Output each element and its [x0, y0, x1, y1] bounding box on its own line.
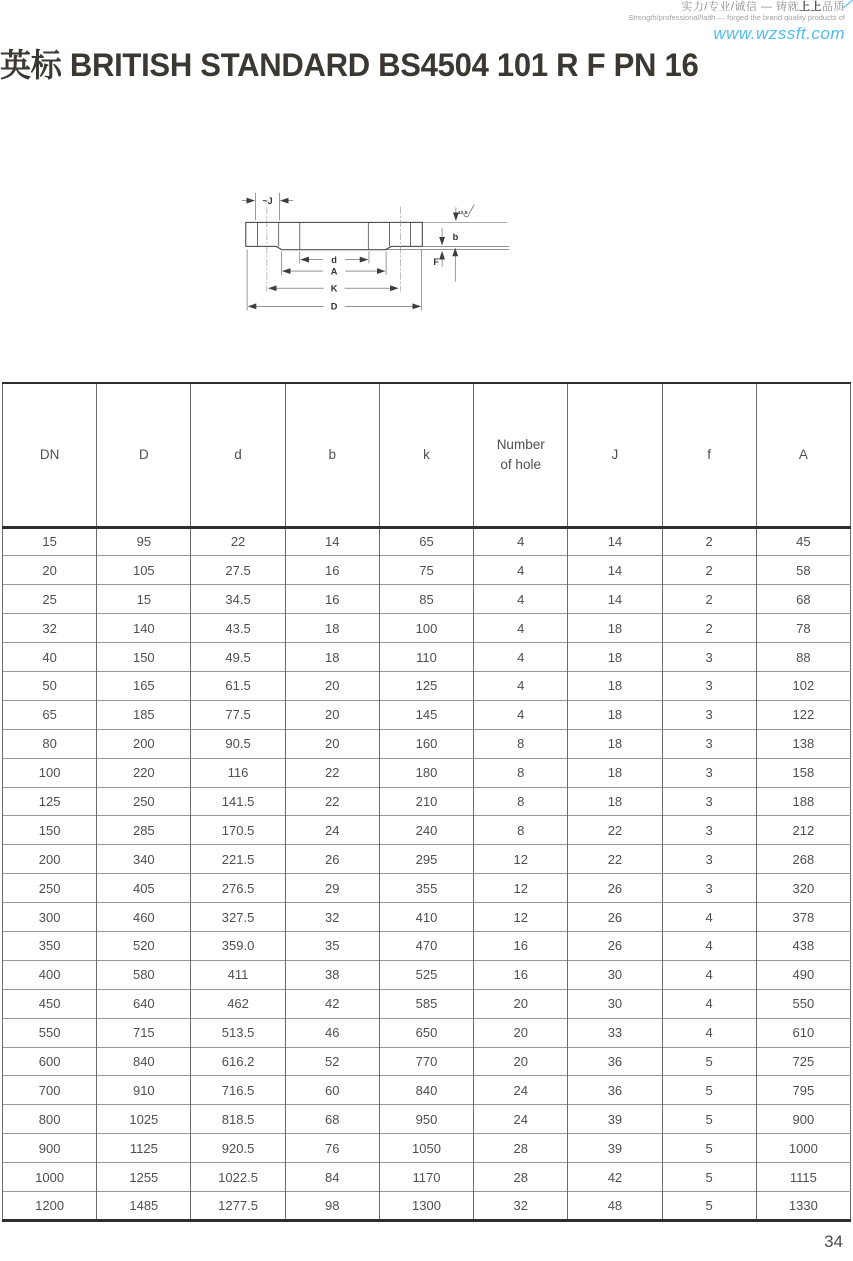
table-cell: 725 — [756, 1047, 850, 1076]
table-cell: 700 — [3, 1076, 97, 1105]
table-cell: 49.5 — [191, 643, 285, 672]
table-cell: 27.5 — [191, 556, 285, 585]
table-cell: 42 — [568, 1163, 662, 1192]
table-cell: 525 — [379, 960, 473, 989]
table-cell: 1330 — [756, 1191, 850, 1220]
table-cell: 65 — [3, 700, 97, 729]
table-cell: 4 — [662, 931, 756, 960]
dim-label-b: b — [452, 232, 459, 243]
table-cell: 8 — [474, 758, 568, 787]
table-cell: 95 — [97, 527, 191, 556]
table-cell: 26 — [568, 874, 662, 903]
roughness-value: 12.5 — [457, 210, 468, 216]
table-cell: 185 — [97, 700, 191, 729]
table-cell: 150 — [97, 643, 191, 672]
col-header-k: k — [379, 383, 473, 527]
table-cell: 105 — [97, 556, 191, 585]
table-row — [3, 960, 851, 989]
table-row — [3, 903, 851, 932]
table-cell: 20 — [3, 556, 97, 585]
table-cell: 12 — [474, 874, 568, 903]
table-cell: 18 — [285, 643, 379, 672]
table-cell: 100 — [379, 614, 473, 643]
table-cell: 4 — [662, 989, 756, 1018]
table-cell: 43.5 — [191, 614, 285, 643]
table-cell: 4 — [474, 671, 568, 700]
table-cell: 4 — [474, 643, 568, 672]
table-cell: 795 — [756, 1076, 850, 1105]
table-cell: 61.5 — [191, 671, 285, 700]
table-cell: 26 — [285, 845, 379, 874]
header-row — [3, 383, 851, 527]
table-cell: 26 — [568, 903, 662, 932]
table-row — [3, 989, 851, 1018]
table-cell: 84 — [285, 1163, 379, 1192]
table-cell: 125 — [379, 671, 473, 700]
table-cell: 2 — [662, 614, 756, 643]
table-cell: 320 — [756, 874, 850, 903]
table-cell: 490 — [756, 960, 850, 989]
col-header-f: f — [662, 383, 756, 527]
table-cell: 1200 — [3, 1191, 97, 1220]
table-cell: 3 — [662, 671, 756, 700]
table-cell: 40 — [3, 643, 97, 672]
col-header-J: J — [568, 383, 662, 527]
table-cell: 1025 — [97, 1105, 191, 1134]
table-cell: 20 — [474, 989, 568, 1018]
table-cell: 34.5 — [191, 585, 285, 614]
table-row — [3, 671, 851, 700]
table-cell: 340 — [97, 845, 191, 874]
table-cell: 715 — [97, 1018, 191, 1047]
table-cell: 58 — [756, 556, 850, 585]
table-cell: 25 — [3, 585, 97, 614]
table-cell: 32 — [285, 903, 379, 932]
table-cell: 14 — [568, 556, 662, 585]
table-cell: 150 — [3, 816, 97, 845]
table-cell: 20 — [285, 671, 379, 700]
dim-label-f: F — [433, 257, 439, 268]
table-cell: 840 — [379, 1076, 473, 1105]
table-cell: 200 — [3, 845, 97, 874]
table-cell: 110 — [379, 643, 473, 672]
table-cell: 460 — [97, 903, 191, 932]
spec-table-header — [3, 383, 851, 527]
table-cell: 52 — [285, 1047, 379, 1076]
table-cell: 585 — [379, 989, 473, 1018]
table-cell: 158 — [756, 758, 850, 787]
table-cell: 88 — [756, 643, 850, 672]
table-cell: 75 — [379, 556, 473, 585]
table-cell: 22 — [285, 787, 379, 816]
table-cell: 405 — [97, 874, 191, 903]
table-cell: 550 — [3, 1018, 97, 1047]
col-header-D: D — [97, 383, 191, 527]
table-cell: 950 — [379, 1105, 473, 1134]
table-cell: 5 — [662, 1134, 756, 1163]
col-header-number-of-hole — [474, 383, 568, 527]
table-row — [3, 1163, 851, 1192]
table-cell: 640 — [97, 989, 191, 1018]
table-row — [3, 1134, 851, 1163]
table-cell: 1000 — [756, 1134, 850, 1163]
table-cell: 160 — [379, 729, 473, 758]
table-cell: 26 — [568, 931, 662, 960]
col-header-dn: DN — [3, 383, 97, 527]
table-cell: 18 — [285, 614, 379, 643]
table-cell: 18 — [568, 614, 662, 643]
dim-label-j: ~J — [262, 195, 273, 206]
slogan-cn-post: 品质 — [822, 1, 845, 13]
table-cell: 125 — [3, 787, 97, 816]
table-cell: 4 — [474, 527, 568, 556]
col-header-d: d — [191, 383, 285, 527]
table-cell: 2 — [662, 556, 756, 585]
table-cell: 770 — [379, 1047, 473, 1076]
table-cell: 800 — [3, 1105, 97, 1134]
table-cell: 580 — [97, 960, 191, 989]
table-row — [3, 845, 851, 874]
table-cell: 20 — [474, 1047, 568, 1076]
table-cell: 122 — [756, 700, 850, 729]
table-cell: 85 — [379, 585, 473, 614]
table-cell: 170.5 — [191, 816, 285, 845]
table-cell: 1125 — [97, 1134, 191, 1163]
table-cell: 18 — [568, 643, 662, 672]
table-cell: 32 — [474, 1191, 568, 1220]
bolt-centerlines — [267, 207, 401, 292]
table-cell: 438 — [756, 931, 850, 960]
table-cell: 3 — [662, 758, 756, 787]
table-cell: 1485 — [97, 1191, 191, 1220]
table-cell: 18 — [568, 671, 662, 700]
table-cell: 550 — [756, 989, 850, 1018]
table-cell: 68 — [285, 1105, 379, 1134]
table-cell: 350 — [3, 931, 97, 960]
col-header-A: A — [756, 383, 850, 527]
table-cell: 46 — [285, 1018, 379, 1047]
table-cell: 20 — [285, 700, 379, 729]
table-cell: 1000 — [3, 1163, 97, 1192]
table-cell: 250 — [3, 874, 97, 903]
table-cell: 212 — [756, 816, 850, 845]
table-cell: 50 — [3, 671, 97, 700]
table-cell: 276.5 — [191, 874, 285, 903]
table-cell: 295 — [379, 845, 473, 874]
table-cell: 22 — [568, 816, 662, 845]
table-cell: 140 — [97, 614, 191, 643]
table-cell: 76 — [285, 1134, 379, 1163]
table-cell: 12 — [474, 903, 568, 932]
table-cell: 14 — [285, 527, 379, 556]
table-row — [3, 643, 851, 672]
table-cell: 29 — [285, 874, 379, 903]
dim-label-a: A — [330, 266, 338, 277]
table-cell: 16 — [285, 556, 379, 585]
table-cell: 450 — [3, 989, 97, 1018]
table-cell: 22 — [285, 758, 379, 787]
table-cell: 14 — [568, 527, 662, 556]
table-cell: 24 — [285, 816, 379, 845]
table-row — [3, 1018, 851, 1047]
table-cell: 378 — [756, 903, 850, 932]
table-cell: 1277.5 — [191, 1191, 285, 1220]
table-cell: 18 — [568, 758, 662, 787]
slogan-cn-pre: 实力/专业/诚信 — 铸就 — [681, 1, 799, 13]
table-row — [3, 758, 851, 787]
table-row — [3, 729, 851, 758]
table-cell: 650 — [379, 1018, 473, 1047]
table-cell: 410 — [379, 903, 473, 932]
table-cell: 268 — [756, 845, 850, 874]
table-cell: 5 — [662, 1163, 756, 1192]
table-row — [3, 931, 851, 960]
table-row — [3, 614, 851, 643]
table-cell: 4 — [474, 700, 568, 729]
table-cell: 100 — [3, 758, 97, 787]
table-cell: 38 — [285, 960, 379, 989]
table-cell: 141.5 — [191, 787, 285, 816]
table-cell: 4 — [662, 960, 756, 989]
table-cell: 20 — [285, 729, 379, 758]
table-cell: 80 — [3, 729, 97, 758]
table-cell: 1300 — [379, 1191, 473, 1220]
table-cell: 77.5 — [191, 700, 285, 729]
table-cell: 24 — [474, 1076, 568, 1105]
table-cell: 355 — [379, 874, 473, 903]
table-cell: 4 — [474, 556, 568, 585]
table-cell: 400 — [3, 960, 97, 989]
table-row — [3, 1191, 851, 1220]
table-row — [3, 816, 851, 845]
table-cell: 28 — [474, 1134, 568, 1163]
table-cell: 90.5 — [191, 729, 285, 758]
table-cell: 2 — [662, 527, 756, 556]
table-cell: 4 — [474, 614, 568, 643]
slogan-english: Strength/professional/faith — forged the brand quality products of — [628, 12, 845, 22]
table-cell: 3 — [662, 643, 756, 672]
table-cell: 470 — [379, 931, 473, 960]
table-cell: 600 — [3, 1047, 97, 1076]
table-cell: 210 — [379, 787, 473, 816]
table-cell: 3 — [662, 845, 756, 874]
table-cell: 4 — [662, 1018, 756, 1047]
table-cell: 240 — [379, 816, 473, 845]
table-cell: 3 — [662, 700, 756, 729]
dim-label-d: d — [331, 254, 337, 265]
table-cell: 1022.5 — [191, 1163, 285, 1192]
flange-body-outline — [246, 222, 423, 249]
col-header-b: b — [285, 383, 379, 527]
col-header-number-of-hole-text: Number of hole — [496, 436, 545, 472]
table-cell: 462 — [191, 989, 285, 1018]
table-cell: 200 — [97, 729, 191, 758]
table-cell: 1170 — [379, 1163, 473, 1192]
table-cell: 1050 — [379, 1134, 473, 1163]
table-cell: 14 — [568, 585, 662, 614]
table-cell: 188 — [756, 787, 850, 816]
table-cell: 22 — [191, 527, 285, 556]
table-cell: 513.5 — [191, 1018, 285, 1047]
table-cell: 16 — [474, 960, 568, 989]
table-cell: 98 — [285, 1191, 379, 1220]
table-cell: 20 — [474, 1018, 568, 1047]
table-cell: 8 — [474, 729, 568, 758]
table-cell: 900 — [3, 1134, 97, 1163]
table-cell: 1255 — [97, 1163, 191, 1192]
flange-technical-drawing — [228, 146, 668, 358]
page-title: 英标 BRITISH STANDARD BS4504 101 R F PN 16 — [0, 47, 699, 83]
table-cell: 840 — [97, 1047, 191, 1076]
table-row — [3, 700, 851, 729]
page-number: 34 — [824, 1232, 843, 1251]
table-cell: 900 — [756, 1105, 850, 1134]
table-cell: 35 — [285, 931, 379, 960]
table-cell: 327.5 — [191, 903, 285, 932]
table-cell: 165 — [97, 671, 191, 700]
dim-label-k: K — [330, 283, 338, 294]
table-cell: 1115 — [756, 1163, 850, 1192]
table-cell: 2 — [662, 585, 756, 614]
table-cell: 5 — [662, 1076, 756, 1105]
table-cell: 36 — [568, 1076, 662, 1105]
table-row — [3, 1047, 851, 1076]
table-cell: 3 — [662, 874, 756, 903]
table-cell: 102 — [756, 671, 850, 700]
table-cell: 78 — [756, 614, 850, 643]
flange-section-lines — [258, 222, 411, 249]
table-cell: 48 — [568, 1191, 662, 1220]
table-cell: 716.5 — [191, 1076, 285, 1105]
table-cell: 3 — [662, 787, 756, 816]
table-cell: 411 — [191, 960, 285, 989]
table-cell: 145 — [379, 700, 473, 729]
table-cell: 5 — [662, 1105, 756, 1134]
table-cell: 818.5 — [191, 1105, 285, 1134]
table-cell: 15 — [97, 585, 191, 614]
table-cell: 18 — [568, 787, 662, 816]
table-cell: 18 — [568, 700, 662, 729]
dim-f-arrows — [442, 248, 455, 281]
table-cell: 221.5 — [191, 845, 285, 874]
dim-label-bigd: D — [330, 301, 338, 312]
table-cell: 68 — [756, 585, 850, 614]
table-cell: 18 — [568, 729, 662, 758]
table-cell: 32 — [3, 614, 97, 643]
table-cell: 39 — [568, 1105, 662, 1134]
table-cell: 30 — [568, 989, 662, 1018]
table-cell: 138 — [756, 729, 850, 758]
table-cell: 22 — [568, 845, 662, 874]
page-header — [628, 1, 845, 44]
table-cell: 616.2 — [191, 1047, 285, 1076]
table-cell: 285 — [97, 816, 191, 845]
table-cell: 610 — [756, 1018, 850, 1047]
table-cell: 116 — [191, 758, 285, 787]
table-cell: 33 — [568, 1018, 662, 1047]
table-cell: 42 — [285, 989, 379, 1018]
table-cell: 60 — [285, 1076, 379, 1105]
table-cell: 16 — [474, 931, 568, 960]
table-cell: 8 — [474, 816, 568, 845]
table-cell: 300 — [3, 903, 97, 932]
flange-spec-table — [2, 382, 851, 1222]
table-row — [3, 1076, 851, 1105]
table-cell: 520 — [97, 931, 191, 960]
table-cell: 12 — [474, 845, 568, 874]
table-cell: 36 — [568, 1047, 662, 1076]
table-cell: 4 — [662, 903, 756, 932]
table-cell: 45 — [756, 527, 850, 556]
slogan-chinese — [628, 1, 845, 14]
table-cell: 359.0 — [191, 931, 285, 960]
table-row — [3, 585, 851, 614]
spec-table-body — [3, 527, 851, 1220]
table-cell: 910 — [97, 1076, 191, 1105]
table-row — [3, 1105, 851, 1134]
table-cell: 3 — [662, 816, 756, 845]
table-cell: 30 — [568, 960, 662, 989]
table-cell: 16 — [285, 585, 379, 614]
table-cell: 3 — [662, 729, 756, 758]
table-row — [3, 556, 851, 585]
table-cell: 920.5 — [191, 1134, 285, 1163]
table-cell: 15 — [3, 527, 97, 556]
table-cell: 180 — [379, 758, 473, 787]
table-cell: 8 — [474, 787, 568, 816]
table-cell: 5 — [662, 1191, 756, 1220]
table-row — [3, 874, 851, 903]
table-cell: 24 — [474, 1105, 568, 1134]
table-cell: 5 — [662, 1047, 756, 1076]
table-cell: 39 — [568, 1134, 662, 1163]
website-url: www.wzssft.com — [713, 24, 845, 44]
slogan-cn-bold: 上上 — [799, 1, 822, 13]
table-cell: 28 — [474, 1163, 568, 1192]
table-row — [3, 527, 851, 556]
table-cell: 250 — [97, 787, 191, 816]
table-cell: 65 — [379, 527, 473, 556]
table-cell: 220 — [97, 758, 191, 787]
table-row — [3, 787, 851, 816]
table-cell: 4 — [474, 585, 568, 614]
